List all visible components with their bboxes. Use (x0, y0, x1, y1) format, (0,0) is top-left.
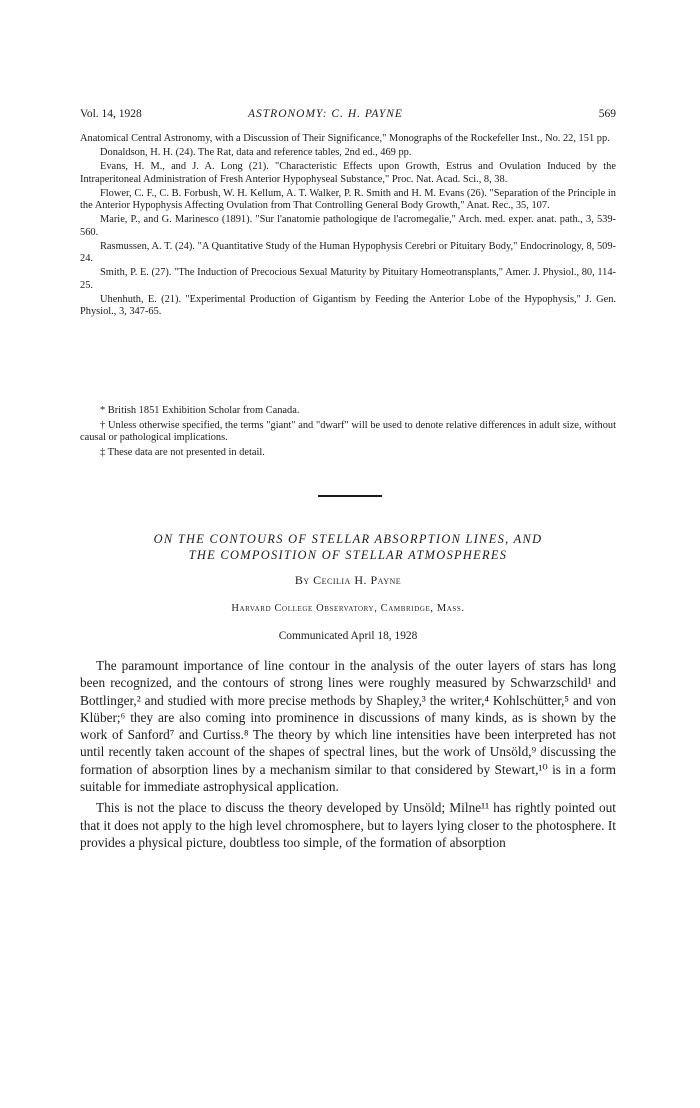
article-title-line: THE COMPOSITION OF STELLAR ATMOSPHERES (188, 548, 508, 562)
article-body (80, 657, 616, 855)
reference-item: Flower, C. F., C. B. Forbush, W. H. Kellum, A. T. Walker, P. R. Smith and H. M. Evans (26). "Separation of the Principle in the Anterior Hypophysis Affecting Ovulation from That Controlling General Body Growth," Anat. Rec., 35, 107. (80, 187, 616, 211)
volume-label: Vol. 14, 1928 (80, 108, 142, 120)
footnote: ‡ These data are not presented in detail. (100, 446, 265, 458)
communicated-date: Communicated April 18, 1928 (278, 630, 418, 642)
running-title: ASTRONOMY: C. H. PAYNE (248, 108, 403, 120)
author-affiliation: Harvard College Observatory, Cambridge, Mass. (231, 603, 465, 614)
running-header (80, 108, 616, 126)
footnotes (80, 405, 616, 461)
footnote: † Unless otherwise specified, the terms "giant" and "dwarf" will be used to denote relative differences in adult size, without causal or pathological implications. (80, 419, 616, 443)
references-list (80, 133, 616, 320)
footnote: * British 1851 Exhibition Scholar from Canada. (100, 405, 300, 416)
body-paragraph: The paramount importance of line contour in the analysis of the outer layers of stars has long been recognized, and the contours of strong lines were roughly measured by Schwarzschild¹ and Bottlinger,² and studied with more precise methods by Shapley,³ the writer,⁴ Kohlschütter,⁵ and von Klüber;⁶ they are also coming into prominence in discussions of many kinds, as is shown by the work of Sanford⁷ and Curtiss.⁸ The theory by which line intensities have been interpreted has not until recently taken account of the shapes of spectral lines, but the work of Unsöld,⁹ discussing the formation of absorption lines by a mechanism similar to that considered by Stewart,¹⁰ is in a form suitable for immediate astrophysical application. (80, 658, 616, 795)
author-byline: By Cecilia H. Payne (294, 573, 402, 587)
reference-item: Donaldson, H. H. (24). The Rat, data and reference tables, 2nd ed., 469 pp. (100, 147, 412, 158)
reference-item: Uhenhuth, E. (21). "Experimental Production of Gigantism by Feeding the Anterior Lobe of the Hypophysis," J. Gen. Physiol., 3, 347-65. (80, 293, 616, 317)
section-divider (318, 495, 382, 497)
reference-item: Marie, P., and G. Marinesco (1891). "Sur l'anatomie pathologique de l'acromegalie," Arch. med. exper. anat. path., 3, 539-560. (80, 214, 616, 238)
reference-item: Anatomical Central Astronomy, with a Discussion of Their Significance," Monographs of the Rockefeller Inst., No. 22, 151 pp. (80, 133, 610, 144)
body-paragraph: This is not the place to discuss the theory developed by Unsöld; Milne¹¹ has rightly pointed out that it does not apply to the high level chromosphere, but to layers lying closer to the photosphere. It provides a physical picture, doubtless too simple, of the formation of absorption (80, 800, 616, 850)
article-title (80, 531, 616, 563)
page-number: 569 (598, 108, 616, 120)
reference-item: Evans, H. M., and J. A. Long (21). "Characteristic Effects upon Growth, Estrus and Ovulation Induced by the Intraperitoneal Administration of Fresh Anterior Hypophyseal Substance," Proc. Nat. Acad. Sci., 8, 38. (80, 161, 616, 185)
article-title-line: ON THE CONTOURS OF STELLAR ABSORPTION LINES, AND (153, 532, 543, 546)
reference-item: Rasmussen, A. T. (24). "A Quantitative Study of the Human Hypophysis Cerebri or Pituitary Body," Endocrinology, 8, 509-24. (80, 240, 616, 264)
reference-item: Smith, P. E. (27). "The Induction of Precocious Sexual Maturity by Pituitary Homeotransplants," Amer. J. Physiol., 80, 114-25. (80, 267, 616, 291)
